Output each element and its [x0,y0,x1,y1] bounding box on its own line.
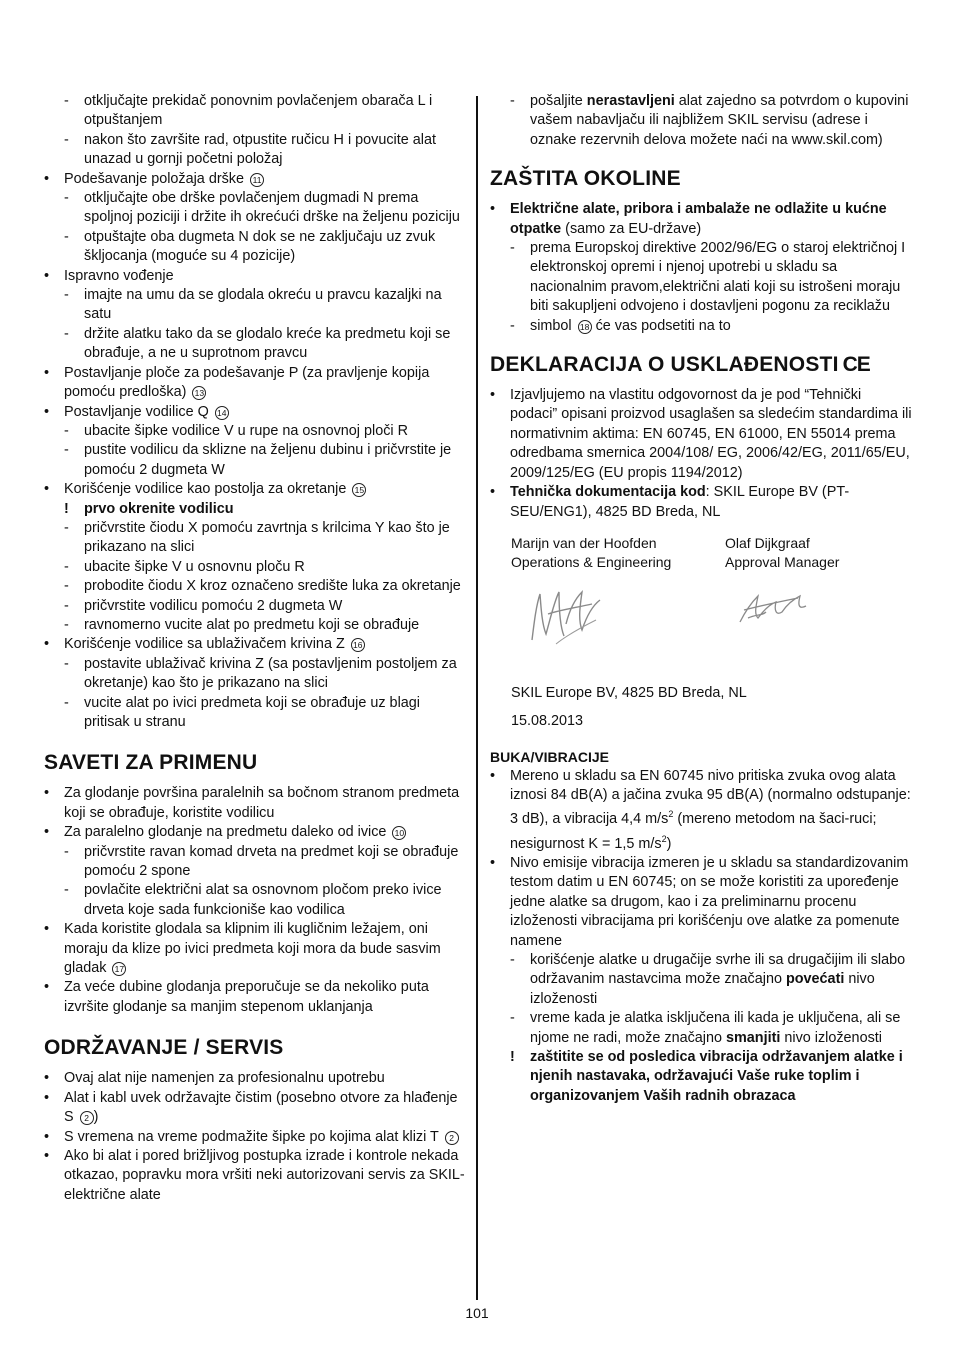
bullet-marker: • [44,403,50,420]
list-item [44,597,468,616]
figure-ref-number: 18 [578,320,592,334]
section-heading-zastita: ZAŠTITA OKOLINE [490,167,681,191]
list-item [44,500,468,519]
item-text-after: ) [93,1109,99,1126]
list-item-text [84,423,408,439]
item-text: ubacite šipke vodilice V u rupe na osnovnoj ploči R [84,422,408,439]
figure-ref-number: 14 [215,406,229,420]
list-item-text [84,656,457,691]
list-item [44,286,468,325]
zastita-list [490,200,912,336]
item-text: alat zajedno sa potvrdom o kupovini vašem nabavljaču ili najbližem SKIL servisu (adrese i oznake rezervnih delova možete naći na www.skil.com) [530,93,909,148]
list-item [44,364,468,403]
section-heading-saveti: SAVETI ZA PRIMENU [44,751,258,775]
item-text: imajte na umu da se glodala okreću u pravcu kazaljki na satu [84,287,442,323]
item-text: postavite ublaživač krivina Z (sa postavljenim postoljem za okretanje) kao što je prikazano na slici [84,655,457,692]
list-item [44,1069,468,1088]
item-text: otpuštajte oba dugmeta N dok se ne zaključaju uz zvuk škljocanja (moguće su 4 pozicije) [84,228,436,265]
dash-marker: - [64,597,69,614]
list-item [490,200,912,239]
signature-2-image [736,588,810,628]
item-text: pričvrstite vodilicu pomoću 2 dugmeta W [84,597,343,614]
dash-marker: - [510,317,515,334]
dash-marker: - [64,228,69,245]
list-item-text [84,326,450,361]
list-item [44,694,468,733]
bullet-marker: • [44,364,50,381]
list-item [490,854,912,951]
list-item [44,480,468,499]
list-item [44,558,468,577]
buka-sup2: 2 [661,833,667,844]
list-item [44,823,468,842]
bullet-marker: • [44,1070,50,1087]
list-item [44,635,468,654]
list-item-text [64,1090,458,1125]
item-text: držite alatku tako da se glodalo kreće ka predmetu koji se obrađuje, a ne u suprotnom pravcu [84,325,451,362]
item-text: S vremena na vreme podmažite šipke po kojima alat klizi T [64,1128,439,1145]
dash-marker: - [64,694,69,711]
list-item [44,616,468,635]
list-item [490,386,912,483]
item-text: pričvrstite čiodu X pomoću zavrtnja s krilcima Y kao što je prikazano na slici [84,519,450,556]
list-item-text [510,855,908,949]
item-text: Ovaj alat nije namenjen za profesionalnu upotrebu [64,1070,385,1087]
signatory-2-role: Approval Manager [725,554,840,571]
signatory-1 [511,534,671,573]
dash-marker: - [64,93,69,109]
item-text-after: će vas podsetiti na to [591,317,731,334]
right-intro-list [490,92,912,150]
list-item-text [84,442,451,477]
figure-ref-number: 10 [392,826,406,840]
list-item [44,325,468,364]
list-item-text [64,268,174,284]
list-item [44,170,468,189]
list-item [44,131,468,170]
item-text: Za glodanje površina paralelnih sa bočnom stranom predmeta koji se obrađuje, koristite vodilicu [64,785,460,821]
item-text: otključajte obe drške povlačenjem dugmadi N prema spoljnoj poziciji i držite ih okrećući drške na željenu poziciju [84,190,460,226]
dash-marker: - [64,325,69,342]
bullet-marker: • [490,201,496,218]
bullet-marker: • [44,824,50,841]
figure-ref-number: 2 [80,1111,94,1125]
item-text: Korišćenje vodilice sa ublaživačem krivina Z [64,636,345,653]
list-item-text [64,921,441,976]
item-text-bold: povećati [785,971,845,988]
list-item-text [84,287,442,322]
bullet-marker: • [490,767,496,784]
declaration-date: 15.08.2013 [511,713,584,730]
item-text: zaštitite se od posledica vibracija održavanjem alatke i njenih nastavaka, održavajući Vaše ruke toplim i organizovanjem Vaših radnih obrazaca [530,1049,903,1104]
list-item-text [84,617,419,633]
list-item-text [530,318,731,334]
list-item [44,655,468,694]
list-item-text [64,1129,459,1145]
saveti-list [44,784,468,1017]
bullet-marker: • [44,170,50,187]
bullet-marker: • [44,1089,50,1106]
list-item [44,843,468,882]
section-heading-odrzavanje: ODRŽAVANJE / SERVIS [44,1036,284,1060]
item-text: Alat i kabl uvek održavajte čistim (posebno otvore za hlađenje S [64,1089,458,1126]
left-column [44,92,468,1205]
list-item-text [510,387,912,481]
dash-marker: - [64,578,69,595]
item-text: pričvrstite ravan komad drveta na predmet koji se obrađuje pomoću 2 spone [84,843,459,880]
item-text: Ispravno vođenje [64,267,174,284]
bullet-marker: • [44,267,50,284]
list-item [44,577,468,596]
list-item-text [64,1148,465,1203]
item-text: Izjavljujemo na vlastitu odgovornost da je pod “Tehnički podaci” opisani proizvod usaglašen sa sledećim standardima ili normativnim aktima: EN 60745, EN 61000, EN 55014 prema odredbama smernica 2004/108/ EG, 2006/42/EG, 2011/65/EU, 2009/125/EG (EU propis 1194/2012) [510,387,912,481]
list-item [44,1147,468,1205]
list-item [490,317,912,336]
signatory-2-name: Olaf Dijkgraaf [725,534,810,551]
dash-marker: - [64,519,69,536]
list-item-text [64,979,429,1014]
list-item [44,422,468,441]
list-item-text [64,1070,385,1086]
list-item-text [84,598,342,614]
dash-marker: - [64,131,69,148]
item-text: Ako bi alat i pored brižljivog postupka izrade i kontrole nekada otkazao, popravku mora vršiti neki autorizovani servis za SKIL-električne alate [64,1147,465,1203]
item-text: : SKIL Europe BV (PT-SEU/ENG1), 4825 BD Breda, NL [510,484,850,520]
buka-item-measurement [490,767,912,854]
left-intro-list [44,92,468,732]
buka-text-part1: Mereno u skladu sa EN 60745 nivo pritiska zvuka ovog alata iznosi 84 dB(A) a jačina zvuka 95 dB(A) (normalno odstupanje: 3 dB), a vibracija 4,4 m/s [510,767,911,828]
list-item [44,920,468,978]
list-item-text [64,481,366,497]
bullet-marker: • [44,979,50,996]
odrzavanje-list [44,1069,468,1205]
warning-marker: ! [64,500,69,517]
item-text: Za veće dubine glodanja preporučuje se da nekoliko puta izvršite glodanje sa manjim stepenom uklanjanja [64,979,429,1015]
item-text: simbol [530,317,572,334]
item-text: vucite alat po ivici predmeta koji se obrađuje uz blagi pritisak u stranu [84,694,420,730]
list-item-text [84,882,442,917]
dash-marker: - [64,882,69,899]
signatures-block [490,534,912,684]
bullet-marker: • [44,481,50,498]
list-item [44,403,468,422]
list-item-text [84,578,461,594]
list-item-text [530,1010,900,1045]
deklaracija-list [490,386,912,522]
figure-ref-number: 17 [112,962,126,976]
manufacturer-address: SKIL Europe BV, 4825 BD Breda, NL [511,684,747,701]
figure-ref-number: 13 [192,386,206,400]
list-item-text [510,201,887,236]
list-item-text [84,93,432,128]
list-item-text [510,484,849,519]
list-item [44,784,468,823]
list-item [44,978,468,1017]
column-divider [476,96,478,1300]
list-item-text [84,695,420,730]
item-text: nivo izloženosti [780,1029,882,1046]
list-item-text [64,636,365,652]
item-text-bold: Tehnička dokumentacija kod [510,484,706,501]
dash-marker: - [64,422,69,439]
list-item [44,228,468,267]
deklaracija-heading-text: DEKLARACIJA O USKLAĐENOSTI [490,353,839,377]
item-text-pre: pošaljite [530,93,587,109]
list-item-text [64,404,229,420]
item-text: ubacite šipke V u osnovnu ploču R [84,558,305,575]
buka-list [490,854,912,1106]
list-item [490,1009,912,1048]
dash-marker: - [64,655,69,672]
dash-marker: - [64,843,69,860]
item-text: Korišćenje vodilice kao postolja za okretanje [64,481,347,498]
item-text: Podešavanje položaja drške [64,170,245,187]
page-number: 101 [465,1305,489,1321]
list-item [44,1089,468,1128]
list-item-text [64,824,406,840]
bullet-marker: • [490,387,496,404]
item-text: prema Europskoj direktive 2002/96/EG o staroj električnoj I elektronskoj opremi i njenoj upotrebi u skladu sa nacionalnim pravom,električni alati koji su istrošeni moraju biti sakupljeni odvojeno i dostavljeni pogonu za reciklažu [530,240,906,315]
bullet-marker: • [44,1128,50,1145]
section-heading-buka: BUKA/VIBRACIJE [490,748,610,765]
figure-ref-number: 15 [352,483,366,497]
list-item-text [84,229,435,264]
list-item-text [64,365,429,400]
dash-marker: - [64,442,69,459]
list-item-text [84,559,305,575]
signature-1-image [526,584,606,648]
item-text: nakon što završite rad, otpustite ručicu H i povucite alat unazad u gornji početni položaj [84,131,436,168]
figure-ref-number: 16 [351,638,365,652]
item-text-bold: Električne alate, pribora i ambalaže ne odlažite u kućne otpatke [510,201,887,237]
bullet-marker: • [490,484,496,501]
item-text-bold: nerastavljeni [586,93,675,109]
bullet-marker: • [44,921,50,938]
list-item-text [84,132,436,167]
dash-marker: - [510,93,515,109]
dash-marker: - [64,558,69,575]
signatory-1-role: Operations & Engineering [511,554,672,571]
list-item-text [530,1049,903,1104]
right-column [490,92,912,1106]
list-item-text [64,785,459,820]
list-item [490,1048,912,1106]
list-item [44,92,468,131]
item-text: Postavljanje ploče za podešavanje P (za pravljenje kopija pomoću predloška) [64,364,430,401]
dash-marker: - [64,287,69,304]
item-text: otključajte prekidač ponovnim povlačenjem obarača L i otpuštanjem [84,93,433,129]
list-item [44,441,468,480]
list-item [490,239,912,317]
bullet-marker: • [490,854,496,871]
dash-marker: - [64,616,69,633]
figure-ref-number: 2 [445,1131,459,1145]
item-text: ravnomerno vucite alat po predmetu koji se obrađuje [84,616,420,633]
dash-marker: - [510,951,515,968]
buka-sup1: 2 [668,809,674,820]
list-item [44,267,468,286]
list-item-text [84,844,458,879]
item-text-pre: korišćenje alatke u drugačije svrhe ili sa drugačijim ili slabo održavanim nastavcima može značajno [530,951,906,988]
bullet-marker: • [44,636,50,653]
list-item-text [530,93,908,148]
list-item [44,189,468,228]
list-item-text [84,520,450,555]
ce-mark-icon: CE [842,353,870,377]
buka-measurement-text [510,768,911,852]
item-text-pre: vreme kada je alatka isključena ili kada je uključena, ali se njome ne radi, može značajno [530,1010,901,1046]
list-item-text [84,501,234,517]
buka-text-part3: ) [666,835,672,852]
section-heading-deklaracija [490,352,912,378]
item-text-bold: smanjiti [725,1029,781,1046]
item-text: nivo izloženosti [530,971,875,1007]
list-item-text [84,190,460,225]
item-text: Za paralelno glodanje na predmetu daleko od ivice [64,824,387,841]
list-item [44,881,468,920]
figure-ref-number: 11 [250,173,264,187]
dash-marker: - [510,1010,515,1027]
item-text: Kada koristite glodala sa klipnim ili kugličnim ležajem, oni moraju da klize po ivici predmeta koji mora da bude sasvim gladak [64,921,441,977]
item-text: prvo okrenite vodilicu [84,500,234,517]
signatory-2 [725,534,839,573]
item-text: pustite vodilicu da sklizne na željenu dubinu i pričvrstite je pomoću 2 dugmeta W [84,442,452,478]
bullet-marker: • [44,785,50,802]
item-text: Nivo emisije vibracija izmeren je u skladu sa standardizovanim testom datim u EN 60745; on se može koristiti za upoređenje jedne alatke sa drugom, kao i za preliminarnu procenu izloženosti vibracijama pri korišćenju ove alatke za pomenute namene [510,854,909,949]
dash-marker: - [64,190,69,207]
buka-text-part2: (mereno metodom na šaci-ruci; nesigurnost K = 1,5 m/s [510,811,877,852]
list-item-text [530,952,905,1007]
list-item-text [530,240,905,314]
warning-marker: ! [510,1049,515,1065]
item-text: probodite čiodu X kroz označeno središte luka za okretanje [84,578,461,595]
list-item [44,1128,468,1147]
dash-marker: - [510,240,515,257]
item-text: Postavljanje vodilice Q [64,403,209,420]
bullet-marker: • [44,1147,50,1164]
item-text: povlačite električni alat sa osnovnom pločom preko ivice drveta koje sada funkcioniše kao vodilica [84,882,442,918]
list-item-text [64,171,264,187]
list-item [490,483,912,522]
list-item [44,519,468,558]
signatory-1-name: Marijn van der Hoofden [511,534,657,551]
list-item [490,92,912,150]
list-item [490,951,912,1009]
item-text: (samo za EU-države) [561,220,702,237]
